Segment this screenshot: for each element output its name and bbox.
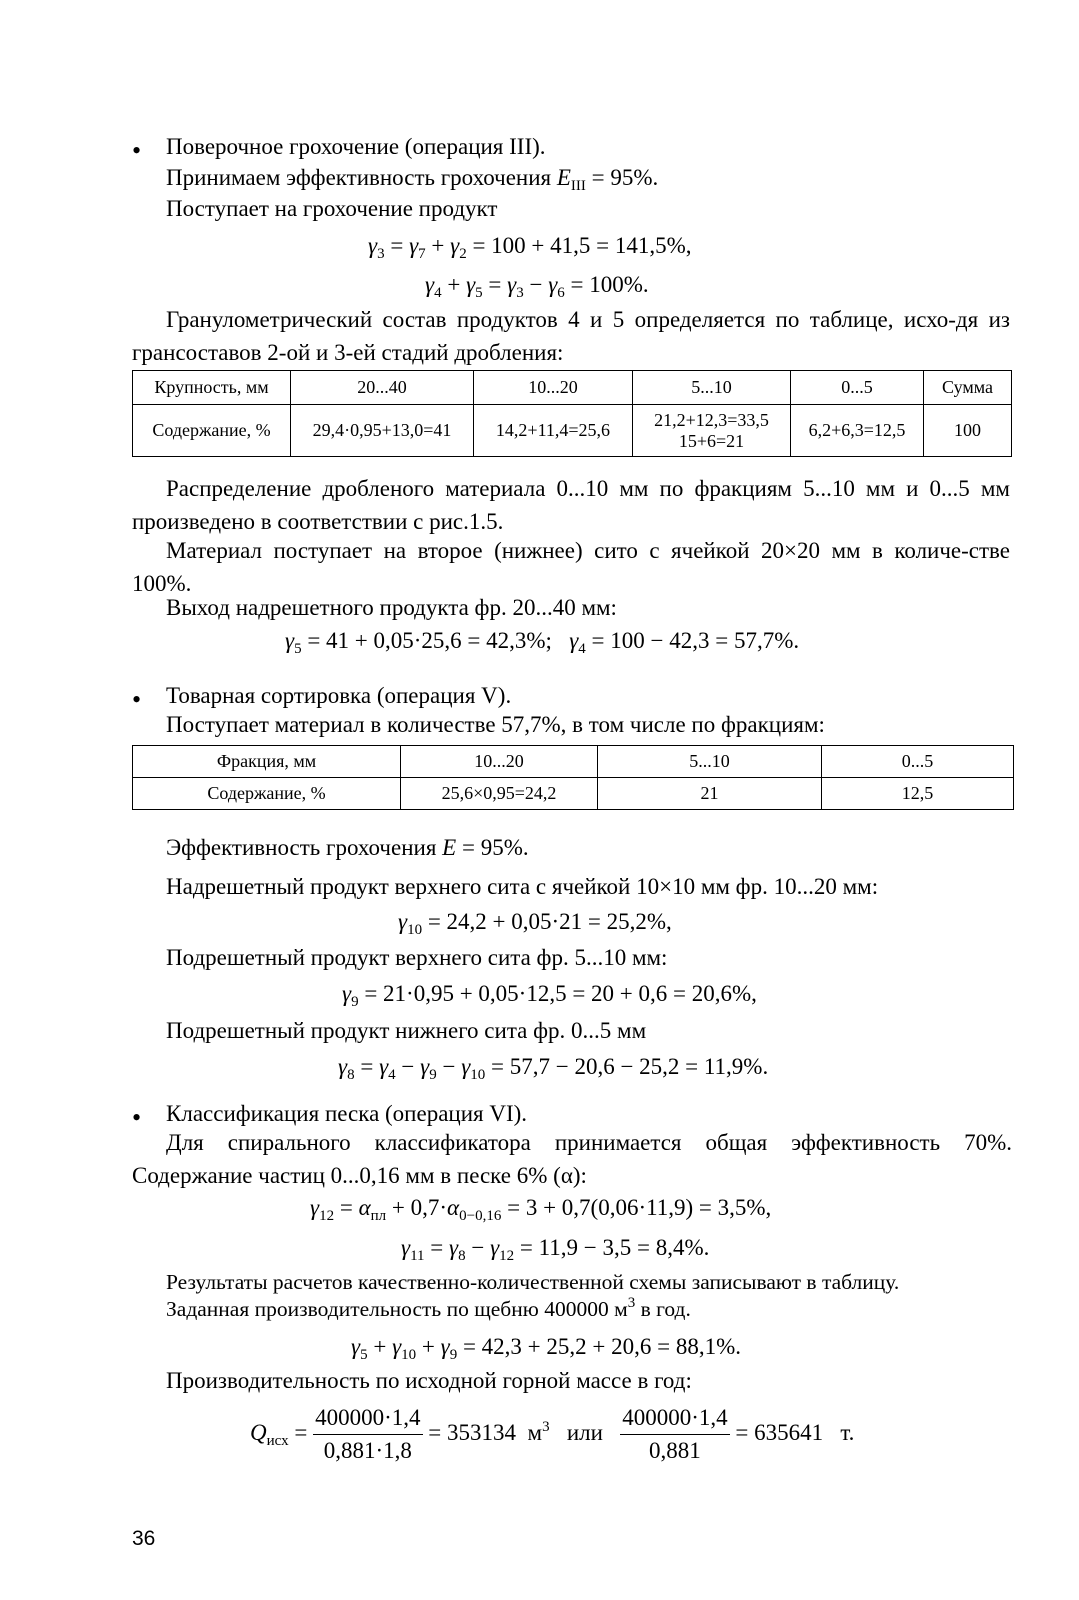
bullet-icon: • xyxy=(132,136,142,165)
efficiency-e-line: Эффективность грохочения E = 95%. xyxy=(166,835,529,860)
raw-mass-productivity-line: Производительность по исходной горной массе в год: xyxy=(166,1368,692,1393)
input-product-line: Поступает на грохочение продукт xyxy=(166,196,498,221)
granulometry-table xyxy=(132,370,1012,457)
equation-gamma9: $\gamma_9 = 21\cdot 0,95 + 0,05\cdot 12,5 = 20 + 0,6 = 20,6\%$, xyxy=(342,981,757,1010)
equation-q-source: $Q_{исх}$ = $\frac{400000\cdot 1,4}{0,881\cdot 1,8}$ = 353134 $м^3$ или $\frac{400000\cdot 1,4}{0,881}$ = 635641 т. xyxy=(250,1405,855,1463)
table-cell: 21,2+12,3=33,5 15+6=21 xyxy=(633,405,791,457)
equation-gamma11: $\gamma_{11} = \gamma_8 - \gamma_{12} = 11,9 - 3,5 = 8,4\%$. xyxy=(401,1235,710,1264)
paragraph-granulometric: Гранулометрический состав продуктов 4 и 5 определяется по таблице, исхо-дя из грансоставов 2-ой и 3-ей стадий дробления: xyxy=(132,307,1010,366)
table-cell: 14,2+11,4=25,6 xyxy=(474,405,633,457)
table-header-cell: Фракция, мм xyxy=(133,746,401,778)
equation-gamma8: $\gamma_8 = \gamma_4 - \gamma_9 - \gamma_{10} = 57,7 - 20,6 - 25,2 = 11,9\%$. xyxy=(338,1054,769,1083)
equation-gamma5-gamma4: $\gamma_5 = 41 + 0,05\cdot 25,6 = 42,3\%$; $\gamma_4 = 100 - 42,3 = 57,7\%$. xyxy=(285,628,800,657)
results-table-line: Результаты расчетов качественно-количественной схемы записывают в таблицу. xyxy=(166,1270,900,1294)
section-title-screening-check: Поверочное грохочение (операция III). xyxy=(166,134,546,159)
equation-gamma12: $\gamma_{12} = \alpha_{пл} + 0,7\cdot\alpha_{0-0,16} = 3 + 0,7(0,06\cdot 11,9) = 3,5\%$, xyxy=(310,1195,772,1224)
paragraph-classifier: Для спирального классификатора принимается общая эффективность 70%. Содержание частиц 0...0,16 мм в песке 6% (α): xyxy=(132,1130,1012,1189)
table-cell: 25,6×0,95=24,2 xyxy=(401,778,598,810)
table-cell: 100 xyxy=(924,405,1012,457)
table-header-cell: 20...40 xyxy=(291,371,474,405)
equation-gamma10: $\gamma_{10} = 24,2 + 0,05\cdot 21 = 25,2\%$, xyxy=(398,909,672,938)
table-header-cell: Крупность, мм xyxy=(133,371,291,405)
lower-sieve-undersize-line: Подрешетный продукт нижнего сита фр. 0...5 мм xyxy=(166,1018,647,1043)
productivity-target-line: Заданная производительность по щебню 400000 $м^3$ в год. xyxy=(166,1295,691,1321)
table-row-label: Содержание, % xyxy=(133,778,401,810)
equation-gamma4-5: $\gamma_4 + \gamma_5 = \gamma_3 - \gamma_6 = 100\%$. xyxy=(425,272,649,301)
equation-gamma3: $\gamma_3 = \gamma_7 + \gamma_2 = 100 + 41,5 = 141,5\%$, xyxy=(368,233,692,262)
equation-gamma-sum: $\gamma_5 + \gamma_{10} + \gamma_9 = 42,3 + 25,2 + 20,6 = 88,1\%$. xyxy=(351,1334,741,1363)
table-cell: 6,2+6,3=12,5 xyxy=(791,405,924,457)
paragraph-distribution: Распределение дробленого материала 0...10 мм по фракциям 5...10 мм и 0...5 мм произведено в соответствии с рис.1.5. xyxy=(132,476,1010,535)
table-header-cell: Сумма xyxy=(924,371,1012,405)
table-cell: 29,4·0,95+13,0=41 xyxy=(291,405,474,457)
material-input-line: Поступает материал в количестве 57,7%, в том числе по фракциям: xyxy=(166,712,825,737)
table-header-cell: 5...10 xyxy=(633,371,791,405)
table-header-cell: 5...10 xyxy=(598,746,822,778)
table-header-cell: 0...5 xyxy=(791,371,924,405)
section-title-sand-classification: Классификация песка (операция VI). xyxy=(166,1101,528,1126)
table-cell: 12,5 xyxy=(822,778,1014,810)
bullet-icon: • xyxy=(132,685,142,714)
paragraph-second-sieve: Материал поступает на второе (нижнее) сито с ячейкой 20×20 мм в количе-стве 100%. xyxy=(132,538,1010,597)
page-number: 36 xyxy=(132,1527,156,1550)
oversize-yield-line: Выход надрешетного продукта фр. 20...40 мм: xyxy=(166,595,617,620)
fractions-table xyxy=(132,745,1014,810)
upper-sieve-undersize-line: Подрешетный продукт верхнего сита фр. 5...10 мм: xyxy=(166,945,668,970)
bullet-icon: • xyxy=(132,1103,142,1132)
table-header-cell: 10...20 xyxy=(474,371,633,405)
efficiency-line: Принимаем эффективность грохочения $E_{III} = 95\%$. xyxy=(166,165,659,194)
table-row-label: Содержание, % xyxy=(133,405,291,457)
upper-sieve-oversize-line: Надрешетный продукт верхнего сита с ячейкой 10×10 мм фр. 10...20 мм: xyxy=(166,874,879,899)
table-header-cell: 10...20 xyxy=(401,746,598,778)
section-title-commodity-sorting: Товарная сортировка (операция V). xyxy=(166,683,512,708)
table-cell: 21 xyxy=(598,778,822,810)
table-header-cell: 0...5 xyxy=(822,746,1014,778)
